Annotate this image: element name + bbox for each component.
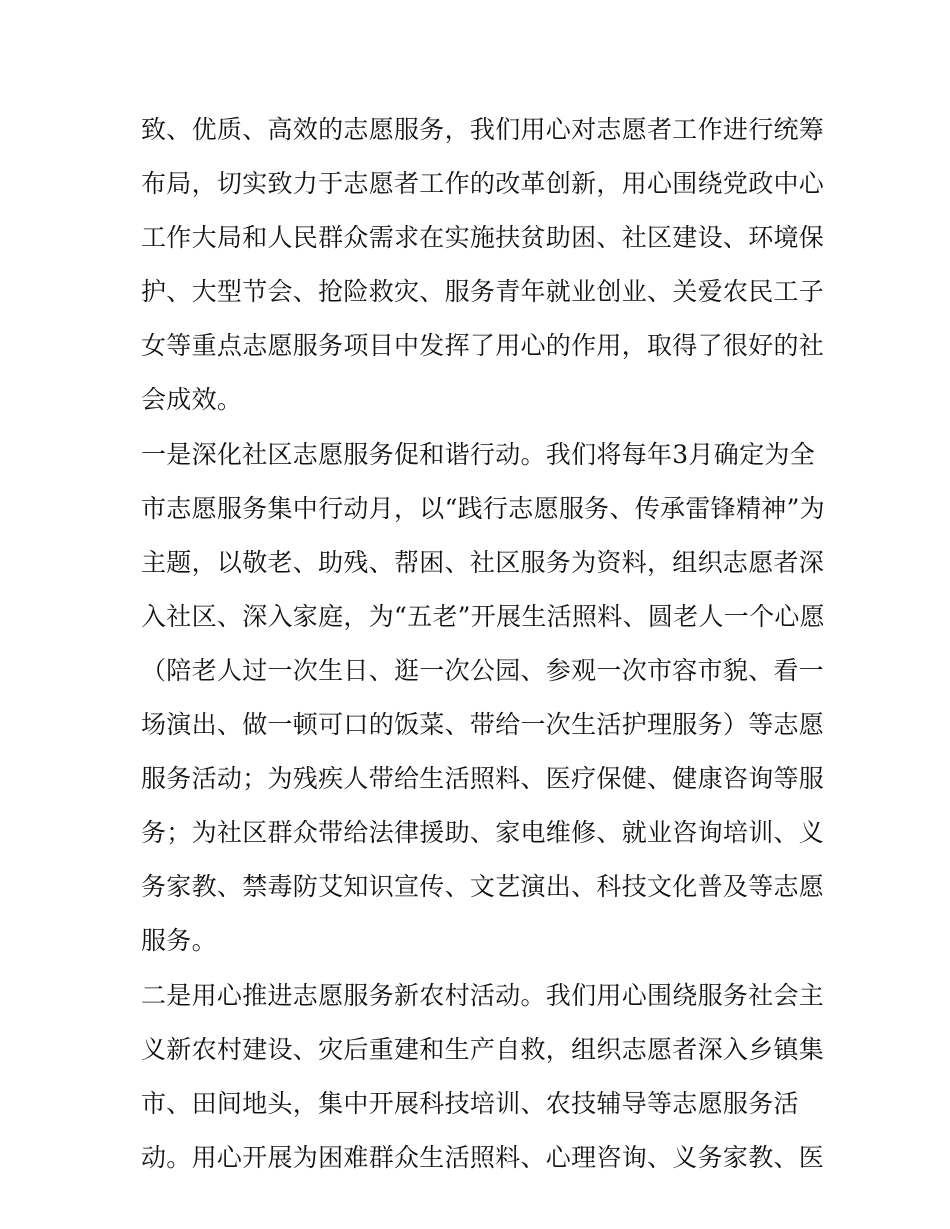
text-line: 务；为社区群众带给法律援助、家电维修、就业咨询培训、义 bbox=[141, 818, 825, 848]
text-line: 动。用心开展为困难群众生活照料、心理咨询、义务家教、医 bbox=[141, 1142, 825, 1172]
text-line: 二是用心推进志愿服务新农村活动。我们用心围绕服务社会主 bbox=[141, 980, 825, 1010]
text-line: 场演出、做一顿可口的饭菜、带给一次生活护理服务）等志愿 bbox=[141, 710, 825, 740]
text-line: 主题，以敬老、助残、帮困、社区服务为资料，组织志愿者深 bbox=[141, 547, 825, 577]
text-line: 服务活动；为残疾人带给生活照料、医疗保健、健康咨询等服 bbox=[141, 764, 825, 794]
document-body bbox=[141, 103, 825, 1185]
text-line: 务家教、禁毒防艾知识宣传、文艺演出、科技文化普及等志愿 bbox=[141, 872, 825, 902]
text-line: 市志愿服务集中行动月，以“践行志愿服务、传承雷锋精神”为 bbox=[141, 493, 825, 523]
text-line: （陪老人过一次生日、逛一次公园、参观一次市容市貌、看一 bbox=[141, 655, 825, 685]
text-line: 致、优质、高效的志愿服务，我们用心对志愿者工作进行统筹 bbox=[141, 115, 825, 144]
text-line: 市、田间地头，集中开展科技培训、农技辅导等志愿服务活 bbox=[141, 1088, 799, 1118]
text-line: 工作大局和人民群众需求在实施扶贫助困、社区建设、环境保 bbox=[141, 223, 825, 253]
text-line: 一是深化社区志愿服务促和谐行动。我们将每年3月确定为全 bbox=[141, 439, 816, 469]
text-line: 女等重点志愿服务项目中发挥了用心的作用，取得了很好的社 bbox=[141, 331, 825, 361]
text-line: 服务。 bbox=[141, 926, 217, 956]
text-line: 入社区、深入家庭，为“五老”开展生活照料、圆老人一个心愿 bbox=[141, 601, 825, 631]
text-line: 布局，切实致力于志愿者工作的改革创新，用心围绕党政中心 bbox=[141, 169, 825, 199]
text-line: 护、大型节会、抢险救灾、服务青年就业创业、关爱农民工子 bbox=[141, 277, 825, 307]
text-line: 义新农村建设、灾后重建和生产自救，组织志愿者深入乡镇集 bbox=[141, 1034, 825, 1064]
text-line: 会成效。 bbox=[141, 385, 243, 415]
